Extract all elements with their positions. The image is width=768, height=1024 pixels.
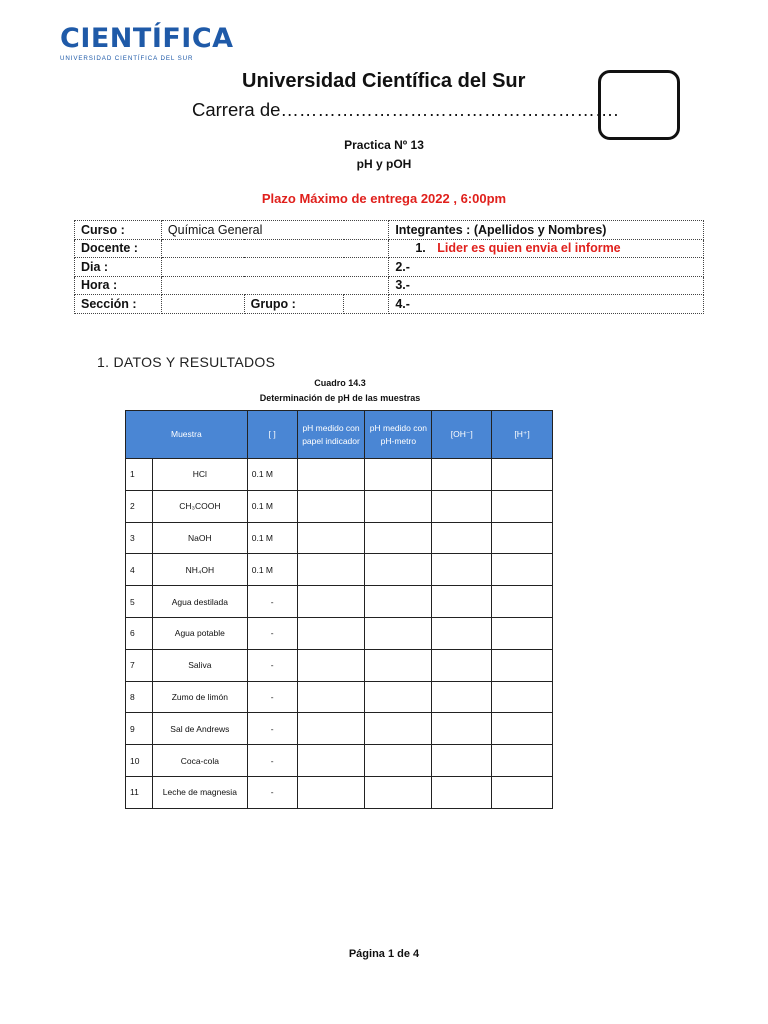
oh-cell[interactable]	[432, 586, 492, 618]
member-4[interactable]: 4.-	[389, 295, 704, 314]
sample-name: Agua potable	[152, 617, 247, 649]
docente-value[interactable]	[161, 239, 388, 258]
hora-label: Hora :	[75, 276, 162, 295]
table-row	[126, 776, 553, 808]
row-number: 7	[126, 649, 153, 681]
info-row-seccion	[75, 295, 704, 314]
oh-cell[interactable]	[432, 554, 492, 586]
h-cell[interactable]	[492, 617, 553, 649]
table-caption-number: Cuadro 14.3	[314, 378, 366, 388]
h-cell[interactable]	[492, 745, 553, 777]
h-cell[interactable]	[492, 776, 553, 808]
docente-label: Docente :	[75, 239, 162, 258]
hora-value[interactable]	[161, 276, 388, 295]
table-row	[126, 617, 553, 649]
sample-name: NaOH	[152, 522, 247, 554]
row-number: 9	[126, 713, 153, 745]
ph-metro-cell[interactable]	[365, 617, 432, 649]
sample-name: Sal de Andrews	[152, 713, 247, 745]
oh-cell[interactable]	[432, 522, 492, 554]
sample-concentration: -	[247, 681, 297, 713]
ph-papel-cell[interactable]	[297, 617, 365, 649]
table-row	[126, 522, 553, 554]
sample-name: Saliva	[152, 649, 247, 681]
ph-metro-cell[interactable]	[365, 490, 432, 522]
ph-papel-cell[interactable]	[297, 681, 365, 713]
oh-cell[interactable]	[432, 745, 492, 777]
oh-cell[interactable]	[432, 776, 492, 808]
h-cell[interactable]	[492, 522, 553, 554]
sample-concentration: 0.1 M	[247, 522, 297, 554]
h-cell[interactable]	[492, 649, 553, 681]
sample-concentration: 0.1 M	[247, 459, 297, 491]
ph-metro-cell[interactable]	[365, 522, 432, 554]
sample-concentration: 0.1 M	[247, 554, 297, 586]
samples-table	[125, 410, 553, 809]
ph-papel-cell[interactable]	[297, 649, 365, 681]
info-row-dia	[75, 258, 704, 277]
table-row	[126, 459, 553, 491]
row-number: 2	[126, 490, 153, 522]
row-number: 6	[126, 617, 153, 649]
header-muestra: Muestra	[126, 411, 248, 459]
row-number: 1	[126, 459, 153, 491]
table-header-row	[126, 411, 553, 459]
ph-papel-cell[interactable]	[297, 586, 365, 618]
table-row	[126, 554, 553, 586]
h-cell[interactable]	[492, 459, 553, 491]
practica-topic: pH y pOH	[356, 157, 412, 171]
table-body	[126, 459, 553, 809]
oh-cell[interactable]	[432, 713, 492, 745]
row-number: 4	[126, 554, 153, 586]
dia-value[interactable]	[161, 258, 388, 277]
ph-papel-cell[interactable]	[297, 459, 365, 491]
info-row-curso	[75, 221, 704, 240]
header-ph-papel: pH medido con papel indicador	[297, 411, 365, 459]
logo-tagline: UNIVERSIDAD CIENTÍFICA DEL SUR	[60, 55, 194, 62]
grupo-value[interactable]	[344, 295, 389, 314]
table-row	[126, 713, 553, 745]
sample-concentration: -	[247, 745, 297, 777]
oh-cell[interactable]	[432, 459, 492, 491]
oh-cell[interactable]	[432, 490, 492, 522]
sample-concentration: -	[247, 713, 297, 745]
header-oh: [OH⁻]	[432, 411, 492, 459]
row-number: 3	[126, 522, 153, 554]
curso-label: Curso :	[75, 221, 162, 240]
sample-name: Agua destilada	[152, 586, 247, 618]
table-row	[126, 490, 553, 522]
h-cell[interactable]	[492, 586, 553, 618]
info-table	[74, 220, 704, 314]
sample-concentration: -	[247, 776, 297, 808]
sample-name: Zumo de limón	[152, 681, 247, 713]
grupo-label: Grupo :	[244, 295, 344, 314]
sample-concentration: -	[247, 617, 297, 649]
header-h: [H⁺]	[492, 411, 553, 459]
ph-metro-cell[interactable]	[365, 776, 432, 808]
ph-papel-cell[interactable]	[297, 522, 365, 554]
ph-papel-cell[interactable]	[297, 776, 365, 808]
member-2[interactable]: 2.-	[389, 258, 704, 277]
ph-metro-cell[interactable]	[365, 459, 432, 491]
table-caption-title: Determinación de pH de las muestras	[259, 393, 421, 403]
table-row	[126, 681, 553, 713]
h-cell[interactable]	[492, 681, 553, 713]
seccion-value[interactable]	[161, 295, 244, 314]
h-cell[interactable]	[492, 713, 553, 745]
ph-papel-cell[interactable]	[297, 713, 365, 745]
ph-metro-cell[interactable]	[365, 586, 432, 618]
university-logo	[60, 23, 234, 64]
table-row	[126, 649, 553, 681]
h-cell[interactable]	[492, 554, 553, 586]
page-number: Página 1 de 4	[348, 948, 420, 960]
grade-box	[598, 70, 680, 140]
practica-number: Practica Nº 13	[344, 138, 424, 152]
sample-concentration: 0.1 M	[247, 490, 297, 522]
info-row-docente	[75, 239, 704, 258]
deadline-text: Plazo Máximo de entrega 2022 , 6:00pm	[261, 191, 507, 206]
ph-metro-cell[interactable]	[365, 554, 432, 586]
oh-cell[interactable]	[432, 649, 492, 681]
seccion-label: Sección :	[75, 295, 162, 314]
section-heading: 1. DATOS Y RESULTADOS	[97, 354, 276, 370]
university-title: Universidad Científica del Sur	[242, 70, 526, 92]
integrantes-label: Integrantes : (Apellidos y Nombres)	[389, 221, 704, 240]
row-number: 11	[126, 776, 153, 808]
header-concentration: [ ]	[247, 411, 297, 459]
ph-papel-cell[interactable]	[297, 490, 365, 522]
ph-metro-cell[interactable]	[365, 713, 432, 745]
sample-name: CH₃COOH	[152, 490, 247, 522]
member-3[interactable]: 3.-	[389, 276, 704, 295]
table-row	[126, 586, 553, 618]
sample-concentration: -	[247, 649, 297, 681]
row-number: 5	[126, 586, 153, 618]
ph-metro-cell[interactable]	[365, 649, 432, 681]
sample-name: HCl	[152, 459, 247, 491]
dia-label: Dia :	[75, 258, 162, 277]
ph-papel-cell[interactable]	[297, 554, 365, 586]
oh-cell[interactable]	[432, 681, 492, 713]
carrera-line: Carrera de……………………………………………….	[192, 99, 619, 120]
sample-concentration: -	[247, 586, 297, 618]
info-row-hora	[75, 276, 704, 295]
oh-cell[interactable]	[432, 617, 492, 649]
member-1[interactable]	[389, 239, 704, 258]
h-cell[interactable]	[492, 490, 553, 522]
ph-papel-cell[interactable]	[297, 745, 365, 777]
ph-metro-cell[interactable]	[365, 681, 432, 713]
ph-metro-cell[interactable]	[365, 745, 432, 777]
curso-value[interactable]: Química General	[161, 221, 388, 240]
member-1-number: 1.	[415, 241, 426, 256]
row-number: 8	[126, 681, 153, 713]
logo-wordmark: CIENTÍFICA	[60, 23, 234, 54]
sample-name: NH₄OH	[152, 554, 247, 586]
header-ph-metro: pH medido con pH-metro	[365, 411, 432, 459]
table-row	[126, 745, 553, 777]
row-number: 10	[126, 745, 153, 777]
sample-name: Coca-cola	[152, 745, 247, 777]
sample-name: Leche de magnesia	[152, 776, 247, 808]
member-1-text: Lider es quien envia el informe	[437, 241, 621, 256]
